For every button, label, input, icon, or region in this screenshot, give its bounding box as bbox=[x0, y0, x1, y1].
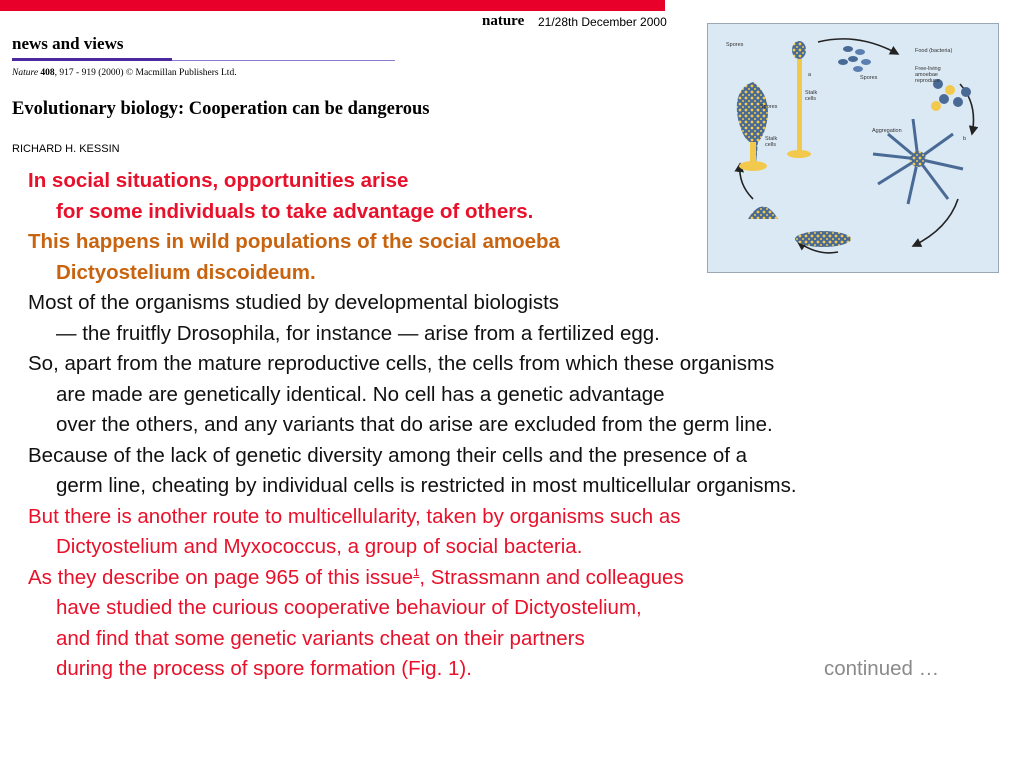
section-rule-light bbox=[172, 60, 395, 61]
body-line-6: — the fruitfly Drosophila, for instance — arise from a fertilized egg. bbox=[56, 321, 660, 345]
body-line-10: Because of the lack of genetic diversity among their cells and the presence of a bbox=[28, 443, 748, 467]
spore-head-top bbox=[792, 41, 806, 59]
label-spores-top: Spores bbox=[726, 42, 744, 48]
label-free-living: Free-living bbox=[915, 66, 941, 72]
section-title: news and views bbox=[12, 34, 124, 53]
citation-journal: Nature bbox=[12, 68, 39, 78]
citation bbox=[12, 68, 237, 78]
body-line-5: Most of the organisms studied by developmental biologists bbox=[28, 291, 560, 314]
body-line-13: Dictyostelium and Myxococcus, a group of social bacteria. bbox=[56, 535, 583, 558]
body-line-9: over the others, and any variants that do arise are excluded from the germ line. bbox=[56, 413, 773, 436]
label-spores-left: Spores bbox=[760, 104, 778, 110]
label-food: Food (bacteria) bbox=[915, 48, 953, 54]
journal-name: nature bbox=[482, 13, 525, 29]
stalk-tall bbox=[797, 52, 802, 152]
continued-label: continued … bbox=[824, 657, 940, 680]
body-line-11: germ line, cheating by individual cells is restricted in most multicellular organisms. bbox=[56, 474, 797, 497]
citation-volume: 408 bbox=[40, 68, 55, 78]
label-b: b bbox=[963, 136, 967, 142]
body-line-3: This happens in wild populations of the social amoeba bbox=[28, 230, 560, 253]
body-line-12: But there is another route to multicellularity, taken by organisms such as bbox=[28, 504, 681, 528]
label-aggregation: Aggregation bbox=[872, 128, 902, 134]
body-line-14-end: , Strassmann and colleagues bbox=[419, 565, 684, 589]
spore-cluster bbox=[838, 46, 871, 72]
label-stalk-2b: cells bbox=[765, 142, 777, 148]
top-red-bar bbox=[0, 0, 665, 11]
article-body bbox=[28, 166, 1013, 685]
citation-rest: , 917 - 919 (2000) © Macmillan Publishers Ltd. bbox=[54, 68, 237, 78]
body-line-1: In social situations, opportunities arise bbox=[28, 169, 409, 192]
body-line-14 bbox=[28, 563, 1013, 594]
label-spores-mid: Spores bbox=[860, 75, 878, 81]
body-line-2: for some individuals to take advantage of others. bbox=[56, 199, 534, 223]
label-stalk-1b: cells bbox=[805, 96, 817, 102]
label-stalk-2: Stalk bbox=[765, 136, 778, 142]
body-line-16: and find that some genetic variants cheat on their partners bbox=[56, 626, 585, 650]
body-line-4: Dictyostelium discoideum. bbox=[56, 260, 316, 284]
reference-link[interactable]: 1 bbox=[413, 566, 420, 579]
label-stalk-1: Stalk bbox=[805, 90, 818, 96]
article-title: Evolutionary biology: Cooperation can be dangerous bbox=[12, 99, 430, 119]
body-line-15: have studied the curious cooperative behaviour of Dictyostelium, bbox=[56, 596, 642, 619]
body-line-14-start: As they describe on page 965 of this issue bbox=[28, 565, 414, 589]
section-rule-dark bbox=[12, 58, 172, 61]
author-name: RICHARD H. KESSIN bbox=[12, 143, 120, 155]
stalk-left bbox=[750, 142, 756, 164]
label-a: a bbox=[808, 72, 812, 78]
body-line-8: are made are genetically identical. No cell has a genetic advantage bbox=[56, 382, 665, 406]
base-disc-tall bbox=[787, 150, 811, 158]
body-line-7: So, apart from the mature reproductive cells, the cells from which these organisms bbox=[28, 352, 775, 375]
issue-date: 21/28th December 2000 bbox=[538, 15, 667, 29]
label-reproduce: reproduce bbox=[915, 78, 940, 84]
body-line-17: during the process of spore formation (Fig. 1). bbox=[56, 657, 472, 680]
label-amoebae: amoebae bbox=[915, 72, 938, 78]
